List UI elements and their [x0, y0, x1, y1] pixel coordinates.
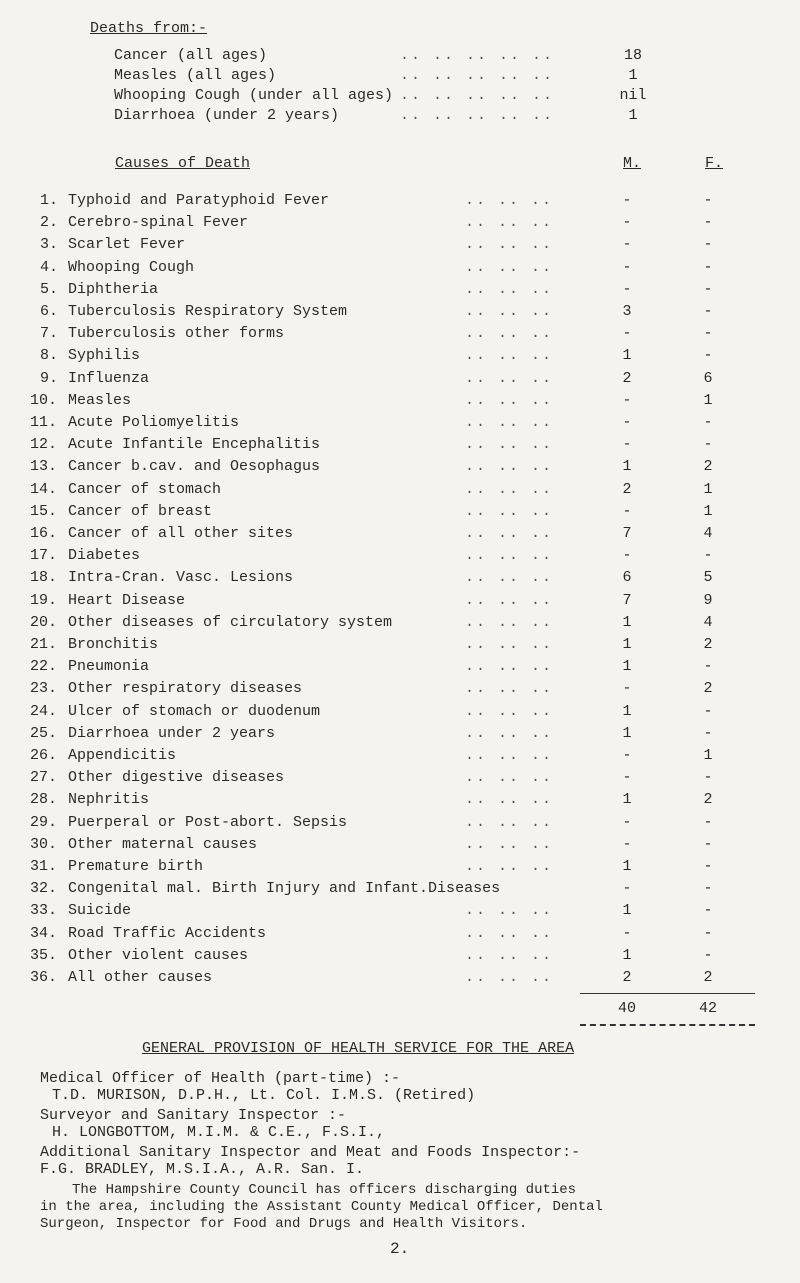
cause-female-value: - — [703, 702, 713, 720]
cause-row — [0, 523, 800, 545]
cause-row — [0, 279, 800, 301]
cause-male-value: 6 — [622, 569, 632, 587]
cause-row — [0, 723, 800, 745]
cause-female-value: - — [703, 924, 713, 942]
cause-row — [0, 900, 800, 922]
cause-female-value: - — [703, 347, 713, 365]
cause-row — [0, 412, 800, 434]
cause-number: 32. — [30, 880, 58, 898]
cause-label: Syphilis — [68, 347, 141, 365]
cause-male-value: 1 — [622, 791, 632, 809]
cause-number: 17. — [30, 547, 58, 565]
additional-inspector-name: F.G. BRADLEY, M.S.I.A., A.R. San. I. — [40, 1161, 365, 1178]
cause-number: 15. — [30, 502, 58, 520]
cause-row — [0, 190, 800, 212]
leader-dots: .. .. .. — [465, 702, 554, 720]
deaths-from-row — [0, 45, 800, 67]
cause-row — [0, 590, 800, 612]
cause-number: 11. — [30, 414, 58, 431]
cause-label: Cancer of all other sites — [68, 525, 294, 542]
cause-male-value: 2 — [622, 969, 632, 986]
cause-number: 12. — [30, 436, 58, 454]
cause-female-value: 5 — [703, 569, 713, 587]
cause-female-value: 2 — [703, 680, 713, 698]
cause-label: Tuberculosis Respiratory System — [68, 303, 348, 320]
cause-number: 14. — [30, 480, 58, 498]
deaths-from-label: Measles (all ages) — [114, 67, 277, 84]
cause-number: 30. — [30, 835, 58, 853]
cause-male-value: 1 — [622, 858, 632, 875]
cause-female-value: - — [703, 769, 713, 787]
cause-male-value: 1 — [622, 636, 632, 653]
cause-label: Premature birth — [68, 858, 204, 875]
leader-dots: .. .. .. — [465, 835, 554, 853]
leader-dots: .. .. .. — [465, 369, 554, 387]
leader-dots: .. .. .. — [465, 636, 554, 653]
cause-female-value: - — [703, 724, 713, 742]
leader-dots: .. .. .. — [465, 569, 554, 587]
cause-number: 3. — [40, 236, 59, 254]
moh-title: Medical Officer of Health (part-time) :- — [40, 1070, 401, 1087]
cause-female-value: - — [703, 547, 713, 565]
cause-label: Road Traffic Accidents — [68, 924, 267, 942]
cause-row — [0, 234, 800, 256]
cause-label: Intra-Cran. Vasc. Lesions — [68, 569, 294, 587]
cause-row — [0, 856, 800, 878]
cause-label: Congenital mal. Birth Injury and Infant.Diseases — [68, 880, 501, 898]
cause-label: Tuberculosis other forms — [68, 325, 285, 343]
leader-dots: .. .. .. — [465, 813, 554, 831]
leader-dots: .. .. .. — [465, 591, 554, 609]
cause-male-value: 2 — [622, 369, 632, 387]
cause-male-value: 1 — [622, 458, 632, 476]
total-rule — [580, 993, 755, 994]
cause-label: Cancer of breast — [68, 502, 213, 520]
surveyor-title: Surveyor and Sanitary Inspector :- — [40, 1107, 347, 1124]
cause-row — [0, 456, 800, 478]
cause-label: Bronchitis — [68, 636, 159, 653]
cause-label: Cancer b.cav. and Oesophagus — [68, 458, 321, 476]
cause-female-value: 1 — [703, 391, 713, 409]
cause-row — [0, 612, 800, 634]
cause-number: 33. — [30, 902, 58, 920]
leader-dots: .. .. .. — [465, 858, 554, 875]
leader-dots: .. .. .. — [465, 192, 554, 209]
leader-dots: .. .. .. — [465, 347, 554, 365]
leader-dots: .. .. .. — [465, 769, 554, 787]
cause-female-value: 2 — [703, 458, 713, 476]
cause-row — [0, 945, 800, 967]
deaths-from-row — [0, 65, 800, 87]
cause-female-value: 9 — [703, 591, 713, 609]
leader-dots: .. .. .. — [465, 791, 554, 809]
leader-dots: .. .. .. — [465, 236, 554, 254]
cause-female-value: 1 — [703, 502, 713, 520]
leader-dots: .. .. .. .. .. — [400, 67, 555, 84]
cause-number: 7. — [40, 325, 59, 343]
deaths-from-label: Diarrhoea (under 2 years) — [114, 107, 340, 124]
cause-row — [0, 257, 800, 279]
cause-row — [0, 678, 800, 700]
cause-male-value: - — [622, 769, 632, 787]
cause-female-value: - — [703, 214, 713, 232]
cause-male-value: - — [622, 502, 632, 520]
cause-row — [0, 479, 800, 501]
cause-label: Scarlet Fever — [68, 236, 186, 254]
leader-dots: .. .. .. — [465, 613, 554, 631]
cause-female-value: - — [703, 280, 713, 298]
cause-number: 9. — [40, 369, 59, 387]
deaths-from-label: Whooping Cough (under all ages) — [114, 87, 394, 104]
leader-dots: .. .. .. — [465, 325, 554, 343]
cause-male-value: 1 — [622, 702, 632, 720]
cause-label: Measles — [68, 391, 132, 409]
cause-row — [0, 323, 800, 345]
cause-female-value: - — [703, 658, 713, 676]
cause-male-value: 1 — [622, 902, 632, 920]
cause-number: 34. — [30, 924, 58, 942]
leader-dots: .. .. .. — [465, 680, 554, 698]
cause-female-value: - — [703, 303, 713, 320]
cause-female-value: - — [703, 325, 713, 343]
cause-row — [0, 923, 800, 945]
leader-dots: .. .. .. — [465, 525, 554, 542]
cause-number: 18. — [30, 569, 58, 587]
cause-number: 23. — [30, 680, 58, 698]
leader-dots: .. .. .. — [465, 969, 554, 986]
cause-label: Cancer of stomach — [68, 480, 222, 498]
cause-number: 1. — [40, 192, 59, 209]
cause-number: 26. — [30, 747, 58, 764]
cause-male-value: - — [622, 436, 632, 454]
cause-female-value: 4 — [703, 613, 713, 631]
cause-male-value: - — [622, 680, 632, 698]
provision-heading: GENERAL PROVISION OF HEALTH SERVICE FOR THE AREA — [142, 1040, 575, 1057]
cause-row — [0, 745, 800, 767]
leader-dots: .. .. .. — [465, 458, 554, 476]
cause-female-value: 6 — [703, 369, 713, 387]
cause-female-value: - — [703, 902, 713, 920]
cause-female-value: - — [703, 880, 713, 898]
cause-female-value: - — [703, 192, 713, 209]
cause-row — [0, 634, 800, 656]
cause-number: 20. — [30, 613, 58, 631]
cause-row — [0, 390, 800, 412]
cause-male-value: 1 — [622, 946, 632, 964]
leader-dots: .. .. .. — [465, 436, 554, 454]
cause-male-value: 1 — [622, 658, 632, 676]
provision-paragraph-line-2: in the area, including the Assistant County Medical Officer, Dental — [40, 1199, 603, 1215]
page-number: 2. — [390, 1240, 410, 1258]
cause-female-value: - — [703, 835, 713, 853]
cause-row — [0, 301, 800, 323]
cause-number: 10. — [30, 391, 58, 409]
leader-dots: .. .. .. — [465, 480, 554, 498]
cause-male-value: - — [622, 747, 632, 764]
deaths-from-label: Cancer (all ages) — [114, 47, 268, 64]
leader-dots: .. .. .. — [465, 924, 554, 942]
deaths-from-value: nil — [619, 87, 647, 104]
cause-label: Influenza — [68, 369, 150, 387]
additional-inspector-title: Additional Sanitary Inspector and Meat and Foods Inspector:- — [40, 1144, 581, 1161]
provision-paragraph-line-3: Surgeon, Inspector for Food and Drugs and Health Visitors. — [40, 1216, 528, 1232]
leader-dots: .. .. .. — [465, 414, 554, 431]
deaths-from-value: 18 — [623, 47, 642, 64]
total-male: 40 — [617, 1000, 636, 1017]
leader-dots: .. .. .. .. .. — [400, 107, 555, 124]
total-female: 42 — [698, 1000, 717, 1017]
cause-male-value: - — [622, 214, 632, 232]
cause-number: 22. — [30, 658, 58, 676]
cause-female-value: 2 — [703, 636, 713, 653]
cause-number: 5. — [40, 280, 59, 298]
cause-row — [0, 812, 800, 834]
cause-female-value: - — [703, 236, 713, 254]
cause-female-value: 1 — [703, 480, 713, 498]
leader-dots: .. .. .. — [465, 258, 554, 276]
cause-male-value: - — [622, 924, 632, 942]
cause-label: Typhoid and Paratyphoid Fever — [68, 192, 330, 209]
cause-number: 16. — [30, 525, 58, 542]
leader-dots: .. .. .. — [465, 214, 554, 232]
cause-male-value: - — [622, 325, 632, 343]
cause-label: Other diseases of circulatory system — [68, 613, 393, 631]
leader-dots: .. .. .. — [465, 391, 554, 409]
totals-row — [0, 998, 800, 1020]
leader-dots: .. .. .. — [465, 946, 554, 964]
deaths-from-value: 1 — [628, 107, 638, 124]
cause-male-value: - — [622, 236, 632, 254]
cause-label: All other causes — [68, 969, 213, 986]
cause-male-value: 2 — [622, 480, 632, 498]
cause-label: Other respiratory diseases — [68, 680, 303, 698]
cause-female-value: - — [703, 436, 713, 454]
cause-female-value: - — [703, 813, 713, 831]
cause-female-value: - — [703, 414, 713, 431]
cause-number: 19. — [30, 591, 58, 609]
cause-male-value: 1 — [622, 347, 632, 365]
cause-row — [0, 368, 800, 390]
cause-male-value: - — [622, 192, 632, 209]
cause-label: Whooping Cough — [68, 258, 195, 276]
cause-number: 21. — [30, 636, 58, 653]
cause-label: Diphtheria — [68, 280, 159, 298]
cause-female-value: 2 — [703, 791, 713, 809]
cause-label: Other maternal causes — [68, 835, 258, 853]
cause-label: Diabetes — [68, 547, 141, 565]
cause-label: Diarrhoea under 2 years — [68, 724, 276, 742]
cause-label: Acute Poliomyelitis — [68, 414, 240, 431]
col-male-header: M. — [623, 155, 642, 172]
leader-dots: .. .. .. — [465, 547, 554, 565]
cause-female-value: 4 — [703, 525, 713, 542]
leader-dots: .. .. .. — [465, 502, 554, 520]
cause-male-value: 1 — [622, 613, 632, 631]
cause-number: 13. — [30, 458, 58, 476]
leader-dots: .. .. .. — [465, 280, 554, 298]
deaths-from-value: 1 — [628, 67, 638, 84]
leader-dots: .. .. .. — [465, 902, 554, 920]
total-double-rule — [580, 1024, 755, 1028]
cause-male-value: - — [622, 835, 632, 853]
cause-male-value: 7 — [622, 525, 632, 542]
cause-male-value: 3 — [622, 303, 632, 320]
deaths-from-heading: Deaths from:- — [90, 20, 208, 37]
cause-male-value: - — [622, 547, 632, 565]
cause-label: Puerperal or Post-abort. Sepsis — [68, 813, 348, 831]
cause-female-value: - — [703, 858, 713, 875]
cause-male-value: - — [622, 258, 632, 276]
cause-row — [0, 767, 800, 789]
leader-dots: .. .. .. .. .. — [400, 47, 555, 64]
cause-label: Pneumonia — [68, 658, 150, 676]
provision-paragraph-line-1: The Hampshire County Council has officers discharging duties — [72, 1182, 577, 1198]
cause-number: 31. — [30, 858, 58, 875]
surveyor-name: H. LONGBOTTOM, M.I.M. & C.E., F.S.I., — [52, 1124, 386, 1141]
cause-label: Other digestive diseases — [68, 769, 285, 787]
col-female-header: F. — [705, 155, 724, 172]
leader-dots: .. .. .. .. .. — [400, 87, 555, 104]
cause-label: Heart Disease — [68, 591, 186, 609]
cause-label: Nephritis — [68, 791, 150, 809]
cause-number: 27. — [30, 769, 58, 787]
cause-number: 29. — [30, 813, 58, 831]
cause-female-value: - — [703, 258, 713, 276]
leader-dots: .. .. .. — [465, 724, 554, 742]
cause-row — [0, 878, 800, 900]
cause-row — [0, 567, 800, 589]
cause-row — [0, 967, 800, 989]
cause-male-value: 1 — [622, 724, 632, 742]
cause-female-value: 2 — [703, 969, 713, 986]
deaths-from-row — [0, 85, 800, 107]
cause-number: 24. — [30, 702, 58, 720]
cause-number: 36. — [30, 969, 58, 986]
cause-label: Other violent causes — [68, 946, 249, 964]
leader-dots: .. .. .. — [465, 658, 554, 676]
cause-row — [0, 789, 800, 811]
cause-number: 6. — [40, 303, 59, 320]
cause-number: 25. — [30, 724, 58, 742]
moh-name: T.D. MURISON, D.P.H., Lt. Col. I.M.S. (Retired) — [52, 1087, 476, 1104]
cause-label: Appendicitis — [68, 747, 177, 764]
cause-label: Ulcer of stomach or duodenum — [68, 702, 321, 720]
cause-female-value: - — [703, 946, 713, 964]
cause-row — [0, 212, 800, 234]
cause-row — [0, 501, 800, 523]
cause-row — [0, 345, 800, 367]
cause-number: 2. — [40, 214, 59, 232]
cause-male-value: 7 — [622, 591, 632, 609]
cause-male-value: - — [622, 880, 632, 898]
cause-row — [0, 545, 800, 567]
deaths-from-row — [0, 105, 800, 127]
cause-male-value: - — [622, 414, 632, 431]
cause-row — [0, 834, 800, 856]
cause-number: 28. — [30, 791, 58, 809]
cause-male-value: - — [622, 813, 632, 831]
cause-row — [0, 434, 800, 456]
cause-number: 4. — [40, 258, 59, 276]
cause-male-value: - — [622, 280, 632, 298]
causes-heading: Causes of Death — [115, 155, 251, 172]
cause-label: Acute Infantile Encephalitis — [68, 436, 321, 454]
cause-row — [0, 656, 800, 678]
cause-female-value: 1 — [703, 747, 713, 764]
cause-label: Cerebro-spinal Fever — [68, 214, 249, 232]
leader-dots: .. .. .. — [465, 747, 554, 764]
leader-dots: .. .. .. — [465, 303, 554, 320]
cause-number: 8. — [40, 347, 59, 365]
cause-number: 35. — [30, 946, 58, 964]
cause-label: Suicide — [68, 902, 132, 920]
cause-row — [0, 701, 800, 723]
cause-male-value: - — [622, 391, 632, 409]
